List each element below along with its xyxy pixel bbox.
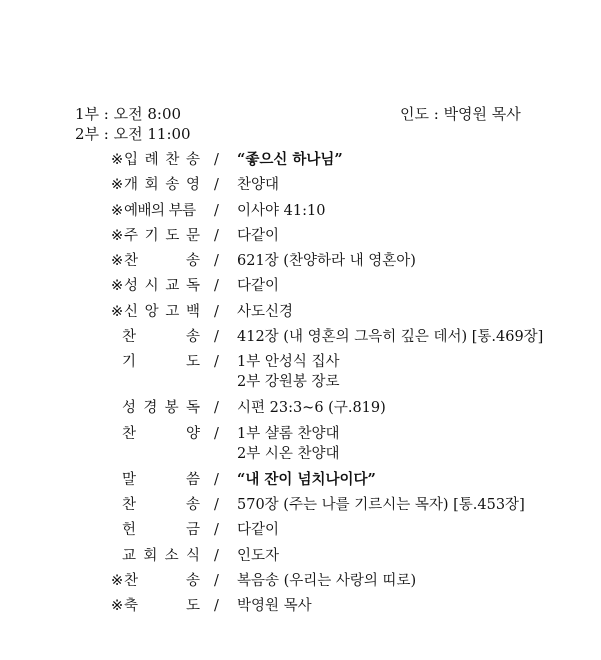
label-char: 도	[185, 354, 200, 371]
service-item-row	[0, 150, 601, 175]
label-char: 송	[185, 329, 200, 346]
label-char: 말	[122, 471, 137, 488]
label-char: 기	[144, 227, 159, 244]
separator-slash: /	[214, 354, 219, 371]
service-item-label	[124, 302, 200, 322]
label-char: 례	[144, 152, 159, 168]
service-item-label	[122, 520, 200, 540]
service-item-row	[0, 276, 601, 301]
detail-line: 이사야 41:10	[237, 202, 326, 219]
label-char: 독	[185, 278, 200, 295]
detail-line: 570장 (주는 나를 기르시는 목자) [통.453장]	[237, 496, 525, 513]
service-time-part1: 1부 : 오전 8:00	[75, 105, 182, 123]
service-item-label	[122, 327, 200, 347]
service-item-detail	[237, 352, 340, 392]
label-char: 도	[165, 227, 180, 244]
label-char: 금	[185, 522, 200, 539]
label-char: 도	[185, 598, 200, 615]
label-char: 송	[185, 572, 200, 589]
service-item-row	[0, 302, 601, 327]
service-item-label	[124, 596, 200, 616]
service-item-detail	[237, 470, 376, 490]
label-char: 씀	[185, 471, 200, 488]
service-leader: 인도 : 박영원 목사	[400, 105, 521, 123]
service-item-row	[0, 520, 601, 545]
label-char: 송	[185, 496, 200, 513]
separator-slash: /	[214, 329, 219, 346]
separator-slash: /	[214, 425, 219, 442]
detail-line: 찬양대	[237, 177, 280, 194]
service-item-label	[122, 352, 200, 372]
standing-mark: ※	[111, 253, 124, 270]
label-char: 양	[185, 425, 200, 442]
label-char: 송	[185, 152, 200, 168]
service-item-label	[124, 175, 200, 195]
label-char: 송	[185, 253, 200, 270]
service-item-row	[0, 546, 601, 571]
service-item-row	[0, 352, 601, 398]
label-char: 백	[185, 303, 200, 320]
label-char: 회	[143, 547, 158, 564]
service-item-row	[0, 596, 601, 621]
label-char: 헌	[122, 522, 137, 539]
label-char: 성	[122, 400, 137, 417]
label-char: 교	[165, 278, 180, 295]
service-item-row	[0, 201, 601, 226]
detail-line: “내 잔이 넘치나이다”	[237, 470, 376, 488]
service-item-detail	[237, 251, 416, 271]
service-item-detail	[237, 201, 325, 221]
service-item-label	[124, 251, 200, 271]
label-char: 독	[185, 400, 200, 417]
detail-line: 2부 강원봉 장로	[237, 374, 340, 391]
label-char: 찬	[165, 152, 180, 168]
separator-slash: /	[214, 471, 219, 488]
service-item-row	[0, 470, 601, 495]
label-char: 교	[122, 547, 137, 564]
service-time-part2: 2부 : 오전 11:00	[75, 125, 191, 143]
separator-slash: /	[214, 547, 219, 564]
separator-slash: /	[214, 572, 219, 589]
service-item-detail	[237, 571, 416, 591]
separator-slash: /	[214, 152, 219, 168]
service-item-label	[124, 150, 200, 170]
separator-slash: /	[214, 177, 219, 194]
service-item-detail	[237, 276, 279, 296]
label-char: 송	[165, 177, 180, 194]
detail-line: 인도자	[237, 547, 280, 564]
detail-line: 박영원 목사	[237, 598, 312, 615]
detail-line: 다같이	[237, 522, 280, 539]
service-item-detail	[237, 150, 343, 170]
separator-slash: /	[214, 303, 219, 320]
service-item-row	[0, 495, 601, 520]
standing-mark: ※	[111, 598, 124, 615]
service-item-row	[0, 424, 601, 470]
label-char: 찬	[124, 253, 139, 270]
detail-line: 시편 23:3~6 (구.819)	[237, 400, 386, 417]
detail-line: 사도신경	[237, 303, 294, 320]
label-char: 신	[124, 303, 139, 320]
service-item-detail	[237, 546, 279, 566]
service-item-label	[122, 546, 200, 566]
label-char: 기	[122, 354, 137, 371]
label-char: 찬	[122, 425, 137, 442]
standing-mark: ※	[111, 152, 124, 168]
label-char: 주	[124, 227, 139, 244]
detail-line: “좋으신 하나님”	[237, 151, 343, 168]
separator-slash: /	[214, 496, 219, 513]
service-item-row	[0, 398, 601, 423]
detail-line: 621장 (찬양하라 내 영혼아)	[237, 253, 416, 270]
standing-mark: ※	[111, 227, 124, 244]
label-char: 회	[144, 177, 159, 194]
separator-slash: /	[214, 227, 219, 244]
service-item-row	[0, 327, 601, 352]
label-char: 식	[185, 547, 200, 564]
label-char: 문	[185, 227, 200, 244]
service-item-row	[0, 175, 601, 200]
service-item-detail	[237, 226, 279, 246]
service-item-row	[0, 251, 601, 276]
label-char: 앙	[144, 303, 159, 320]
service-item-detail	[237, 302, 293, 322]
label-char: 찬	[122, 329, 137, 346]
service-item-detail	[237, 327, 543, 347]
detail-line: 1부 샬롬 찬양대	[237, 425, 340, 442]
service-item-label	[124, 571, 200, 591]
label-char: 입	[124, 152, 139, 168]
detail-line: 2부 시온 찬양대	[237, 445, 340, 462]
service-item-detail	[237, 596, 312, 616]
service-item-label	[122, 470, 200, 490]
separator-slash: /	[214, 522, 219, 539]
service-item-row	[0, 226, 601, 251]
detail-line: 1부 안성식 집사	[237, 354, 340, 371]
detail-line: 복음송 (우리는 사랑의 띠로)	[237, 572, 417, 589]
label-char: 찬	[124, 572, 139, 589]
label-char: 개	[124, 177, 139, 194]
standing-mark: ※	[111, 303, 124, 320]
label-char: 축	[124, 598, 139, 615]
service-item-label	[124, 276, 200, 296]
separator-slash: /	[214, 202, 219, 219]
service-item-row	[0, 571, 601, 596]
order-of-service-list	[0, 150, 601, 621]
label-char: 고	[165, 303, 180, 320]
service-item-detail	[237, 495, 525, 515]
separator-slash: /	[214, 253, 219, 270]
label-char: 봉	[164, 400, 179, 417]
service-item-label	[122, 495, 200, 515]
standing-mark: ※	[111, 572, 124, 589]
service-item-detail	[237, 398, 386, 418]
service-item-label	[124, 226, 200, 246]
standing-mark: ※	[111, 177, 124, 194]
label-char: 경	[143, 400, 158, 417]
label-char: 시	[144, 278, 159, 295]
detail-line: 다같이	[237, 278, 280, 295]
service-item-detail	[237, 520, 279, 540]
label-char: 예배의 부름	[124, 202, 196, 219]
detail-line: 412장 (내 영혼의 그윽히 깊은 데서) [통.469장]	[237, 329, 544, 346]
service-item-label	[124, 201, 200, 221]
standing-mark: ※	[111, 202, 124, 219]
separator-slash: /	[214, 598, 219, 615]
service-item-label	[122, 398, 200, 418]
label-char: 성	[124, 278, 139, 295]
detail-line: 다같이	[237, 227, 280, 244]
separator-slash: /	[214, 400, 219, 417]
service-item-detail	[237, 175, 279, 195]
service-item-label	[122, 424, 200, 444]
service-item-detail	[237, 424, 340, 464]
standing-mark: ※	[111, 278, 124, 295]
label-char: 소	[164, 547, 179, 564]
label-char: 영	[185, 177, 200, 194]
separator-slash: /	[214, 278, 219, 295]
label-char: 찬	[122, 496, 137, 513]
